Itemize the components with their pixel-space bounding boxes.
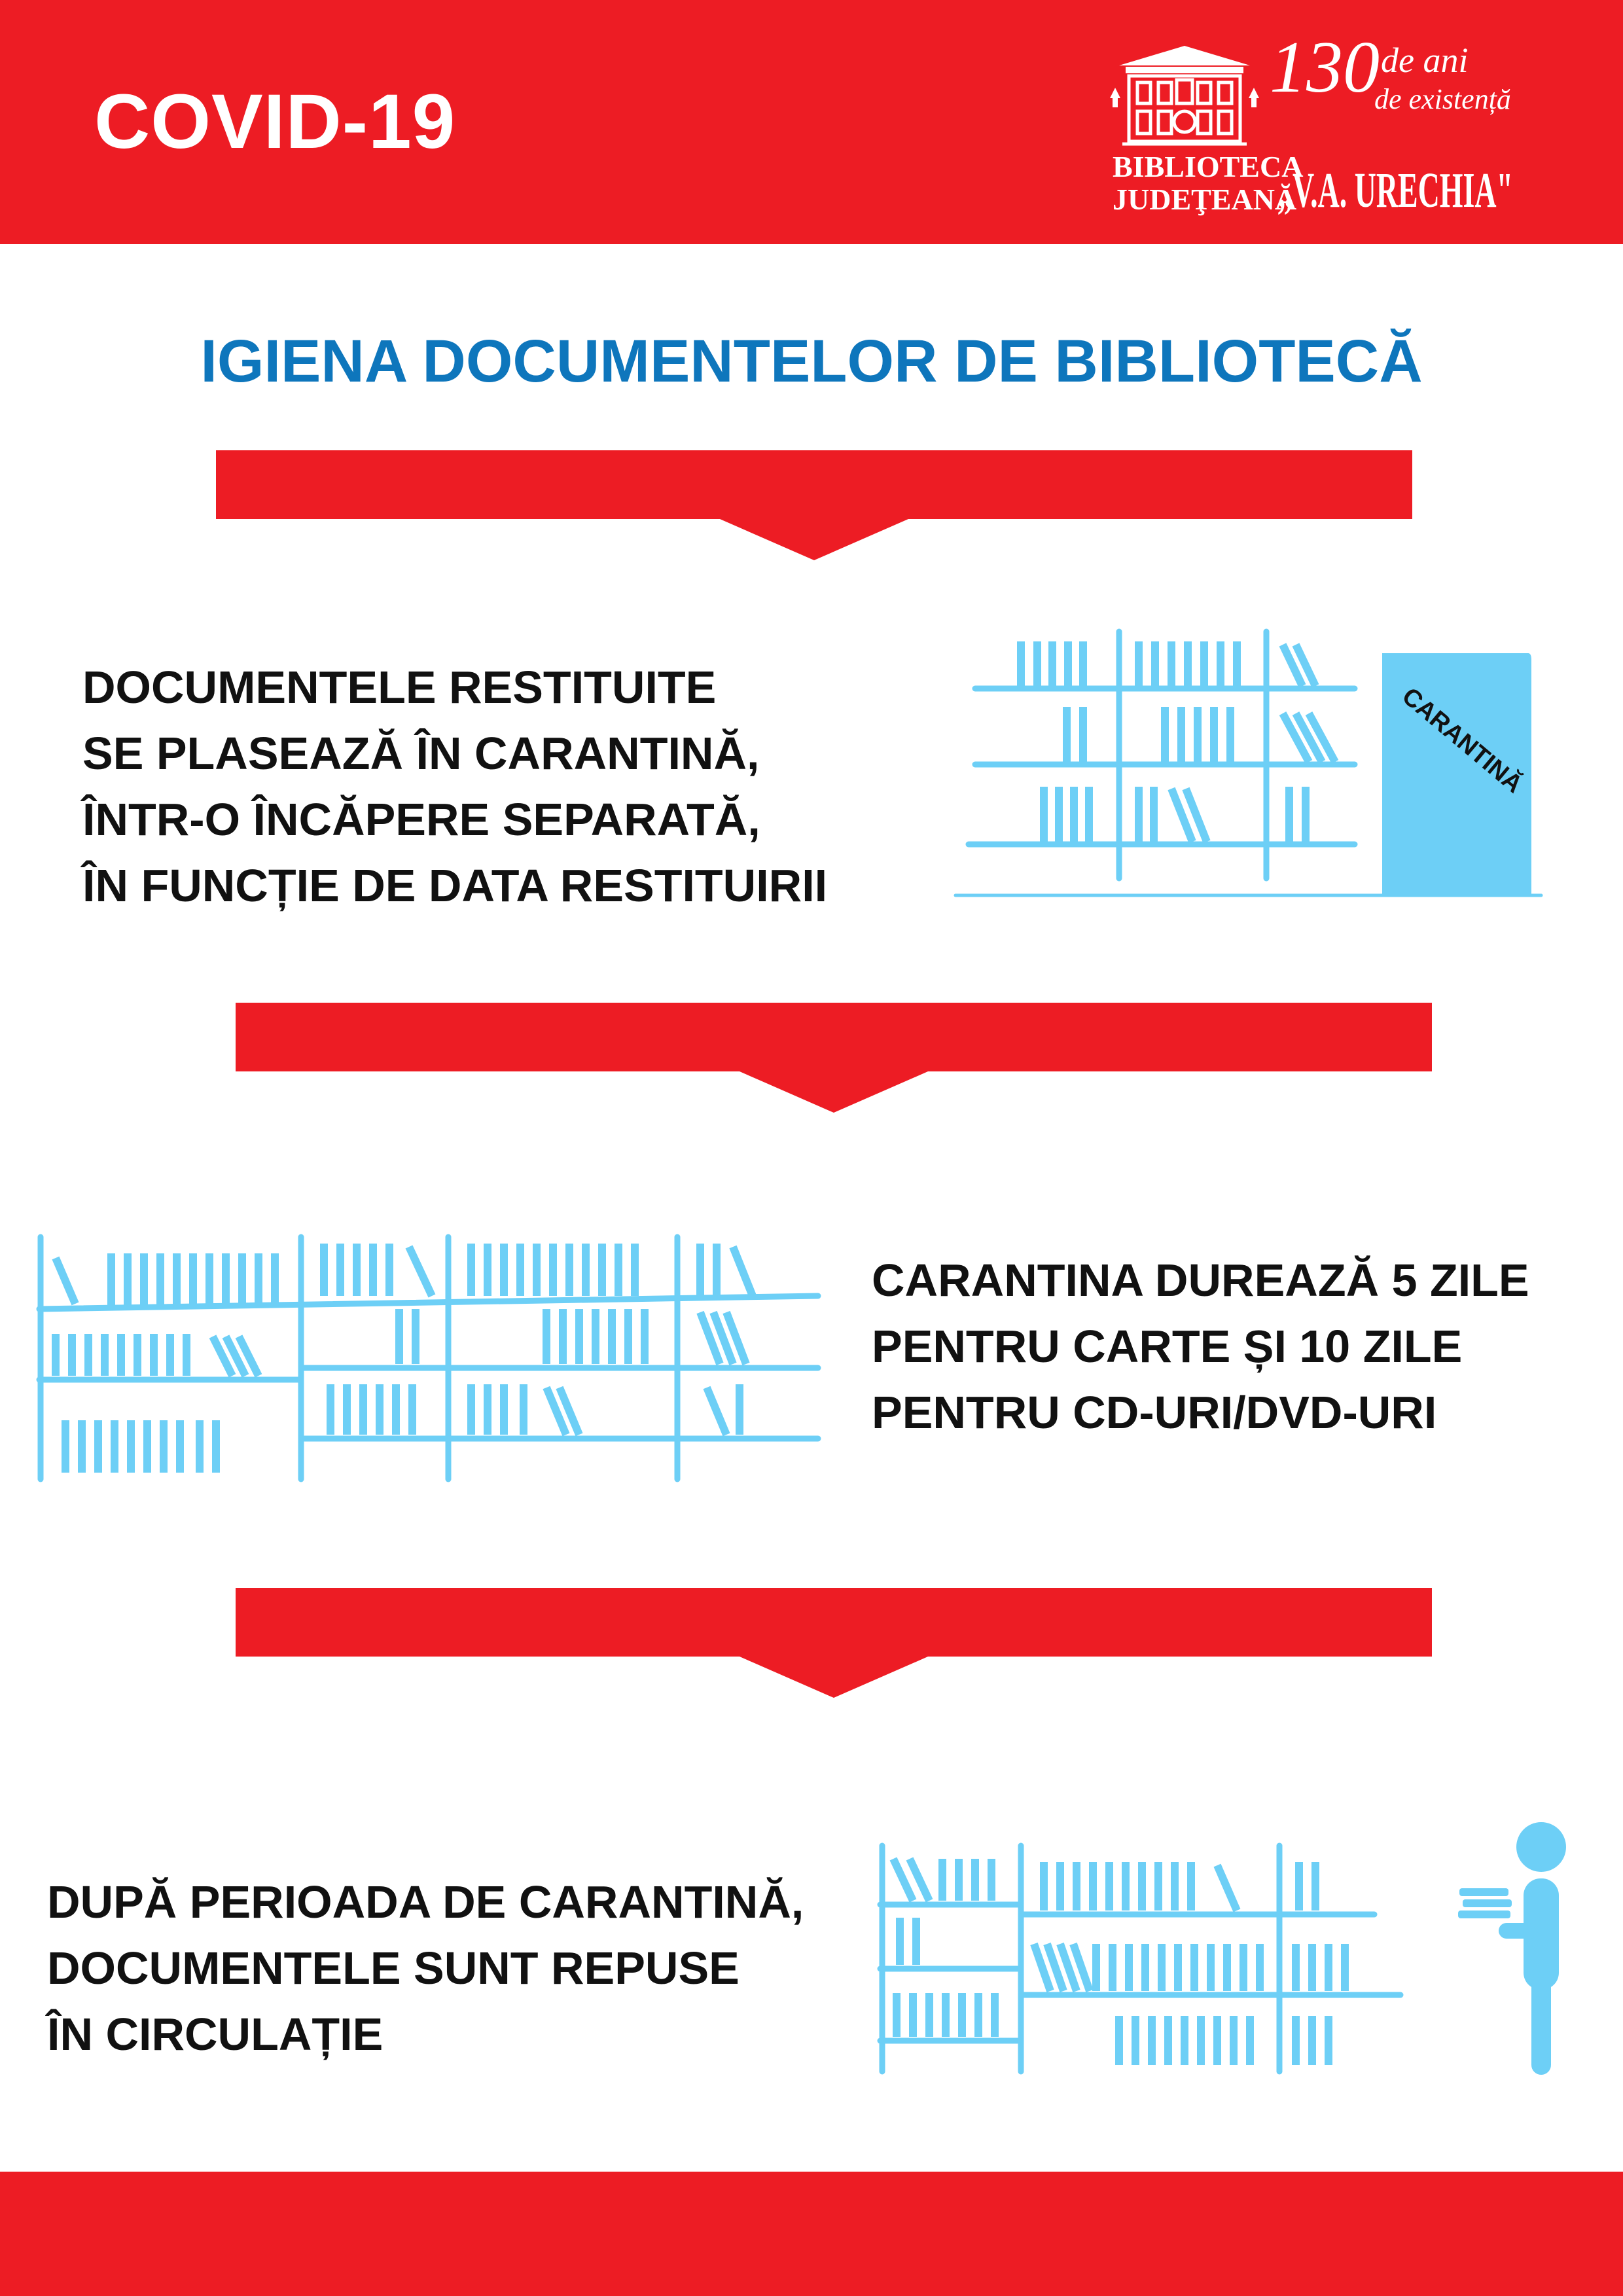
bookshelf-icon bbox=[942, 622, 1551, 910]
library-name-2: JUDEŢEANĂ bbox=[1113, 183, 1297, 216]
library-patron: „V.A. URECHIA" bbox=[1277, 163, 1513, 218]
quarantine-door-label: CARANTINĂ bbox=[1397, 682, 1528, 799]
step-3-text: DUPĂ PERIOADA DE CARANTINĂ, DOCUMENTELE SUNT REPUSE ÎN CIRCULAȚIE bbox=[47, 1876, 804, 2060]
anniversary-number: 130 bbox=[1270, 27, 1380, 108]
step-banner-3 bbox=[236, 1588, 1432, 1700]
bookshelf-icon bbox=[26, 1230, 838, 1486]
page-title: IGIENA DOCUMENTELOR DE BIBLIOTECĂ bbox=[200, 328, 1423, 395]
library-logo bbox=[1106, 20, 1525, 223]
step-banner-2 bbox=[236, 1003, 1432, 1115]
footer-band bbox=[0, 2172, 1623, 2296]
header-label: COVID-19 bbox=[94, 79, 456, 165]
anniversary-text-1: de ani bbox=[1381, 41, 1469, 80]
bookshelf-icon bbox=[870, 1820, 1590, 2088]
step-banner-1 bbox=[216, 450, 1412, 563]
library-name-1: BIBLIOTECA bbox=[1113, 150, 1304, 183]
step-2-text: CARANTINA DUREAZĂ 5 ZILE PENTRU CARTE ȘI 10 ZILE PENTRU CD-URI/DVD-URI bbox=[872, 1255, 1529, 1438]
person-carrying-books-icon bbox=[1458, 1822, 1566, 2075]
quarantine-door-icon bbox=[1382, 653, 1531, 894]
step-1-text: DOCUMENTELE RESTITUITE SE PLASEAZĂ ÎN CARANTINĂ, ÎNTR-O ÎNCĂPERE SEPARATĂ, ÎN FUNCȚIE DE DATA RESTITUIRII bbox=[82, 662, 828, 911]
anniversary-text-2: de existență bbox=[1374, 83, 1511, 115]
library-building-icon bbox=[1119, 46, 1250, 144]
